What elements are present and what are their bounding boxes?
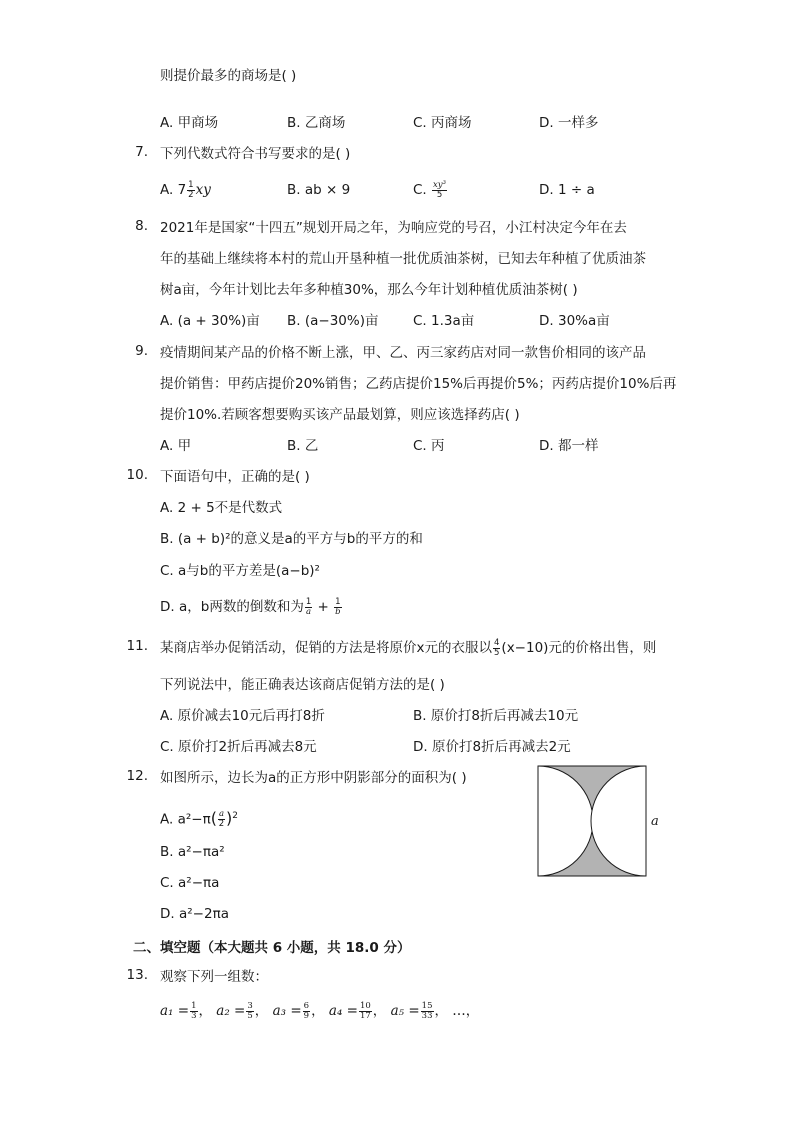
q12-option-c: C. a²−πa: [160, 875, 220, 891]
q8-option-b: B. (a−30%)亩: [287, 313, 379, 329]
q6-option-b: B. 乙商场: [287, 115, 346, 131]
q12-figure-label: a: [651, 814, 659, 829]
q10-option-d: [160, 597, 343, 617]
q10-option-d-frac-1-den: a: [306, 606, 312, 617]
q7-stem: 下列代数式符合书写要求的是( ): [160, 146, 351, 162]
q11-line-1: [160, 638, 656, 658]
q12-square-figure: [537, 765, 661, 877]
q11-line-1-suffix: (x−10)元的价格出售，则: [501, 640, 657, 656]
q7-option-c-frac: [432, 181, 447, 200]
q9-option-d: D. 都一样: [539, 438, 599, 454]
q9-option-a: A. 甲: [160, 438, 192, 454]
q13-sequence: [160, 1001, 479, 1021]
q8-line-3: 树a亩，今年计划比去年多种植30%，那么今年计划种植优质油茶树( ): [160, 282, 578, 298]
q7-number: 7.: [135, 144, 148, 160]
q8-option-a: A. (a + 30%)亩: [160, 313, 260, 329]
q13-term-4-lhs: a₄ =: [328, 1003, 358, 1019]
q9-number: 9.: [135, 343, 148, 359]
q13-sep-1: ，: [198, 1003, 212, 1019]
q9-option-b: B. 乙: [287, 438, 319, 454]
section-2-title: 二、填空题（本大题共 6 小题，共 18.0 分）: [133, 940, 411, 956]
q13-tail: …，: [452, 1003, 480, 1019]
q10-option-b: B. (a + b)²的意义是a的平方与b的平方的和: [160, 531, 423, 547]
q11-line-1-frac-den: 5: [494, 647, 500, 658]
q13-sep-5: ，: [434, 1003, 448, 1019]
q7-option-c-prefix: C.: [413, 182, 427, 198]
q7-option-a-int: A. 7: [160, 182, 187, 198]
q10-option-c: C. a与b的平方差是(a−b)²: [160, 563, 320, 579]
q10-option-d-frac-1: [305, 598, 312, 617]
q13-term-1-num: 1: [191, 1001, 197, 1011]
q13-stem: 观察下列一组数：: [160, 969, 268, 985]
q10-stem: 下面语句中，正确的是( ): [160, 469, 310, 485]
q8-line-2: 年的基础上继续将本村的荒山开垦种植一批优质油茶树，已知去年种植了优质油茶: [160, 251, 646, 267]
q13-term-5-frac: [421, 1002, 434, 1021]
q7-option-a-frac-den: 2: [188, 189, 194, 200]
q6-option-d: D. 一样多: [539, 115, 599, 131]
q13-term-2-num: 3: [247, 1001, 253, 1011]
q12-option-b: B. a²−πa²: [160, 844, 225, 860]
q12-number: 12.: [126, 768, 148, 784]
q11-option-b: B. 原价打8折后再减去10元: [413, 708, 579, 724]
q10-option-d-frac-2-den: b: [335, 606, 341, 617]
q12-stem: 如图所示，边长为a的正方形中阴影部分的面积为( ): [160, 770, 467, 786]
q13-sep-2: ，: [254, 1003, 269, 1019]
q7-option-b: B. ab × 9: [287, 182, 351, 198]
q6-stem-tail: 则提价最多的商场是( ): [160, 68, 297, 84]
q10-option-a: A. 2 + 5不是代数式: [160, 500, 283, 516]
q13-term-2-den: 5: [247, 1011, 253, 1021]
q7-option-a-frac-num: 1: [188, 179, 194, 190]
q13-term-1-den: 3: [191, 1011, 197, 1021]
q12-option-a-frac: [218, 810, 225, 829]
q13-number: 13.: [126, 967, 148, 983]
q7-option-a-frac: [187, 181, 194, 200]
q13-term-2-frac: [246, 1002, 253, 1021]
q12-option-d: D. a²−2πa: [160, 906, 229, 922]
q13-term-1-lhs: a₁ =: [160, 1003, 190, 1019]
q13-term-3-lhs: a₃ =: [272, 1003, 302, 1019]
q13-term-3-num: 6: [303, 1001, 310, 1011]
q12-option-a-frac-num: a: [218, 809, 225, 819]
q7-option-a: [160, 180, 211, 200]
q11-line-2: 下列说法中，能正确表达该商店促销方法的是( ): [160, 677, 445, 693]
q10-option-d-plus: +: [317, 599, 329, 615]
q7-option-c-frac-den: 5: [436, 189, 443, 200]
q11-line-1-prefix: 某商店举办促销活动，促销的方法是将原价x元的衣服以: [160, 640, 492, 656]
q13-term-4-frac: [359, 1002, 372, 1021]
q7-option-d: D. 1 ÷ a: [539, 182, 595, 198]
q13-term-4-den: 17: [359, 1011, 371, 1021]
q10-option-d-prefix: D. a，b两数的倒数和为: [160, 599, 304, 615]
q8-number: 8.: [135, 218, 148, 234]
q8-line-1: 2021年是国家“十四五”规划开局之年，为响应党的号召，小江村决定今年在去: [160, 220, 627, 236]
q9-option-c: C. 丙: [413, 438, 445, 454]
q13-sep-4: ，: [372, 1003, 387, 1019]
q12-option-a-sup: 2: [232, 811, 239, 821]
q11-line-1-frac: [493, 639, 500, 658]
q11-line-1-frac-num: 4: [494, 637, 500, 648]
q11-option-c: C. 原价打2折后再减去8元: [160, 739, 317, 755]
q10-option-d-frac-1-num: 1: [305, 596, 312, 607]
q9-line-2: 提价销售：甲药店提价20%销售；乙药店提价15%后再提价5%；丙药店提价10%后再: [160, 376, 677, 392]
q9-line-1: 疫情期间某产品的价格不断上涨，甲、乙、丙三家药店对同一款售价相同的该产品: [160, 345, 646, 361]
q13-term-3-frac: [303, 1002, 310, 1021]
q11-number: 11.: [126, 638, 148, 654]
q7-option-a-tail: xy: [195, 182, 211, 198]
q10-number: 10.: [126, 467, 148, 483]
q10-option-d-frac-2: [334, 598, 341, 617]
q13-term-2-lhs: a₂ =: [216, 1003, 246, 1019]
q13-term-5-num: 15: [421, 1001, 433, 1011]
q7-option-c: [413, 180, 448, 200]
q6-option-c: C. 丙商场: [413, 115, 472, 131]
q7-option-c-frac-num: xy³: [433, 179, 447, 190]
q13-term-1-frac: [190, 1002, 197, 1021]
q13-term-5-lhs: a₅ =: [390, 1003, 420, 1019]
q12-option-a: A. a²−π( $\frac{a}{2}$ )$^2$: [160, 808, 239, 829]
q11-option-d: D. 原价打8折后再减去2元: [413, 739, 571, 755]
q8-option-d: D. 30%a亩: [539, 313, 610, 329]
q11-option-a: A. 原价减去10元后再打8折: [160, 708, 325, 724]
q13-term-5-den: 33: [421, 1011, 433, 1021]
q10-option-d-frac-2-num: 1: [335, 596, 341, 607]
q9-line-3: 提价10%.若顾客想要购买该产品最划算，则应该选择药店( ): [160, 407, 520, 423]
q13-term-4-num: 10: [359, 1001, 371, 1011]
q13-term-3-den: 9: [303, 1011, 310, 1021]
q6-option-a: A. 甲商场: [160, 115, 219, 131]
q13-sep-3: ，: [311, 1003, 325, 1019]
q12-option-a-frac-den: 2: [218, 819, 225, 829]
q8-option-c: C. 1.3a亩: [413, 313, 475, 329]
q12-option-a-prefix: A. a²−π: [160, 811, 211, 828]
